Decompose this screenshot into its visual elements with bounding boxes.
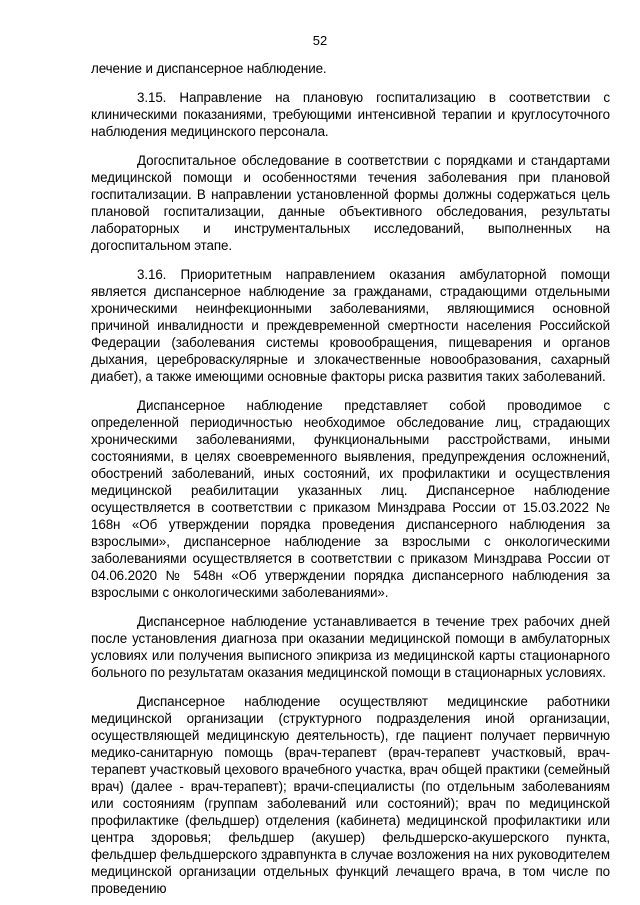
paragraph-continuation: лечение и диспансерное наблюдение.	[91, 61, 327, 76]
paragraph-dispensary-timing: Диспансерное наблюдение устанавливается в течение трех рабочих дней после установления диагноза при оказании медицинской помощи в амбулаторных условиях или получения выписного эпикриза из медицинской карты стационарного больного по результатам оказания медицинской помощи в стационарных условиях.	[91, 614, 610, 680]
page-number: 52	[312, 33, 328, 48]
paragraph-dispensary-definition: Диспансерное наблюдение представляет собой проводимое с определенной периодичностью необходимое обследование лиц, страдающих хроническими заболеваниями, функциональными расстройствами, иными состояниями, в целях своевременного выявления, предупреждения осложнений, обострений заболеваний, иных состояний, их профилактики и осуществления медицинской реабилитации указанных лиц. Диспансерное наблюдение осуществляется в соответствии с приказом Минздрава России от 15.03.2022 № 168н «Об утверждении порядка проведения диспансерного наблюдения за взрослыми», диспансерное наблюдение за взрослыми с онкологическими заболеваниями осуществляется в соответствии с приказом Минздрава России от 04.06.2020 № 548н «Об утверждении порядка диспансерного наблюдения за взрослыми с онкологическими заболеваниями».	[91, 398, 610, 600]
paragraph-dispensary-staff: Диспансерное наблюдение осуществляют медицинские работники медицинской организации (структурного подразделения иной организации, осуществляющей медицинскую деятельность), где пациент получает первичную медико-санитарную помощь (врач-терапевт (врач-терапевт участковый, врач-терапевт участковый цехового врачебного участка, врач общей практики (семейный врач) (далее - врач-терапевт); врачи-специалисты (по отдельным заболеваниям или состояниям (группам заболеваний или состояний); врач по медицинской профилактике (фельдшер) отделения (кабинета) медицинской профилактики или центра здоровья; фельдшер (акушер) фельдшерско-акушерского пункта, фельдшер фельдшерского здравпункта в случае возложения на них руководителем медицинской организации отдельных функций лечащего врача, в том числе по проведению	[91, 694, 610, 896]
paragraph-pre-hospital-exam: Догоспитальное обследование в соответствии с порядками и стандартами медицинской помощи и особенностями течения заболевания при плановой госпитализации. В направлении установленной формы должны содержаться цель плановой госпитализации, данные объективного обследования, результаты лабораторных и инструментальных исследований, выполненных на догоспитальном этапе.	[91, 153, 610, 253]
paragraph-3-15: 3.15. Направление на плановую госпитализацию в соответствии с клиническими показаниями, требующими интенсивной терапии и круглосуточного наблюдения медицинского персонала.	[91, 90, 610, 139]
document-body	[91, 60, 610, 897]
paragraph-3-16: 3.16. Приоритетным направлением оказания амбулаторной помощи является диспансерное наблюдение за гражданами, страдающими отдельными хроническими неинфекционными заболеваниями, являющимися основной причиной инвалидности и преждевременной смертности населения Российской Федерации (заболевания системы кровообращения, пищеварения и органов дыхания, цереброваскулярные и злокачественные новообразования, сахарный диабет), а также имеющими основные факторы риска развития таких заболеваний.	[91, 267, 610, 384]
